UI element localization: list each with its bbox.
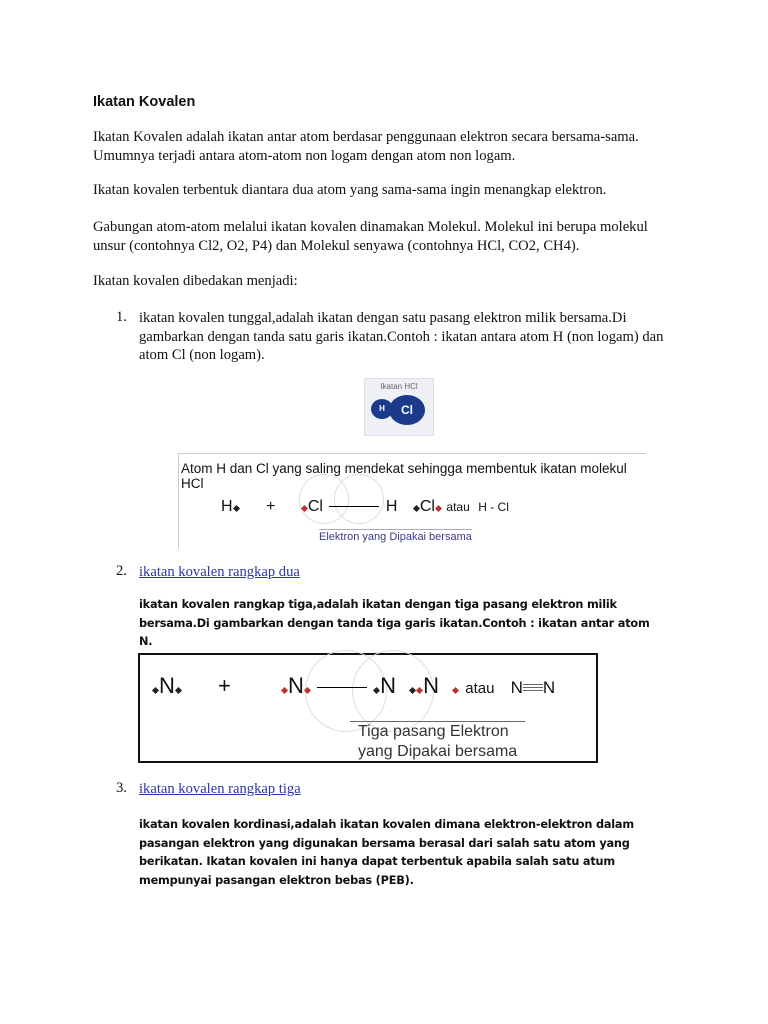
atau-label: atau	[465, 680, 495, 697]
atau-label: atau	[446, 500, 470, 514]
n2-bond-diagram	[138, 653, 598, 763]
paragraph: Ikatan kovalen dibedakan menjadi:	[93, 273, 298, 289]
triple-bond	[523, 684, 543, 691]
paragraph: Ikatan kovalen terbentuk diantara dua atom yang sama-sama ingin menangkap elektron.	[93, 182, 607, 198]
plus-sign: +	[218, 673, 231, 698]
n-symbol: N	[510, 678, 523, 697]
diagram-caption: Atom H dan Cl yang saling mendekat sehingga membentuk ikatan molekul HCl	[181, 461, 627, 491]
list-description: ikatan kovalen kordinasi,adalah ikatan kovalen dimana elektron-elektron dalam pasangan elektron yang digunakan bersama berasal dari salah satu atom yang berikatan. Ikatan kovalen ini hanya dapat terbentuk apabila salah satu atum mempunyai pasangan elektron bebas (PEB).	[139, 818, 634, 887]
h-symbol: H	[221, 498, 233, 515]
paragraph: Ikatan Kovalen adalah ikatan antar atom berdasar penggunaan elektron secara bersama-sama. Umumnya terjadi antara atom-atom non logam dengan atom non logam.	[93, 129, 639, 164]
note-line: yang Dipakai bersama	[358, 743, 518, 760]
n-symbol: N	[288, 673, 304, 698]
plus-sign: +	[266, 498, 276, 515]
list-item-text: ikatan kovalen tunggal,adalah ikatan dengan satu pasang elektron milik bersama.Di gambarkan dengan tanda satu garis ikatan.Contoh : ikatan antara atom H (non logam) dan atom Cl (non logam).	[139, 310, 664, 363]
hcl-molecule-image	[364, 378, 434, 436]
list-description: ikatan kovalen rangkap tiga,adalah ikatan dengan tiga pasang elektron milik bersama.Di gambarkan dengan tanda tiga garis ikatan.Contoh : ikatan antar atom N.	[139, 598, 650, 648]
hcl-image-label: Ikatan HCl	[380, 382, 418, 391]
hcl-bond-diagram	[178, 453, 646, 549]
note-line: Tiga pasang Elektron	[358, 723, 509, 740]
h-atom: H	[371, 399, 393, 419]
cl-symbol: Cl	[307, 498, 323, 515]
n-symbol: N	[542, 678, 556, 697]
arrow	[317, 687, 367, 688]
hcl-formula: H - Cl	[478, 500, 509, 514]
link-rangkap-dua[interactable]: ikatan kovalen rangkap dua	[139, 564, 300, 580]
shared-electron-note: Elektron yang Dipakai bersama	[319, 531, 472, 543]
cl-atom: Cl	[389, 395, 425, 425]
n-symbol: N	[423, 673, 440, 698]
list-number: 3.	[116, 780, 127, 796]
page-title: Ikatan Kovalen	[93, 94, 196, 110]
shared-electron-note	[358, 722, 517, 762]
paragraph: Gabungan atom-atom melalui ikatan kovalen dinamakan Molekul. Molekul ini berupa molekul unsur (contohnya Cl2, O2, P4) dan Molekul senyawa (contohnya HCl, CO2, CH4).	[93, 219, 648, 254]
list-number: 1.	[116, 309, 127, 325]
arrow	[329, 506, 379, 507]
h-symbol: H	[385, 498, 398, 515]
list-number: 2.	[116, 563, 127, 579]
cl-symbol: Cl	[419, 498, 435, 515]
n-symbol: N	[380, 673, 397, 698]
n-symbol: N	[159, 673, 175, 698]
link-rangkap-tiga[interactable]: ikatan kovalen rangkap tiga	[139, 781, 301, 797]
